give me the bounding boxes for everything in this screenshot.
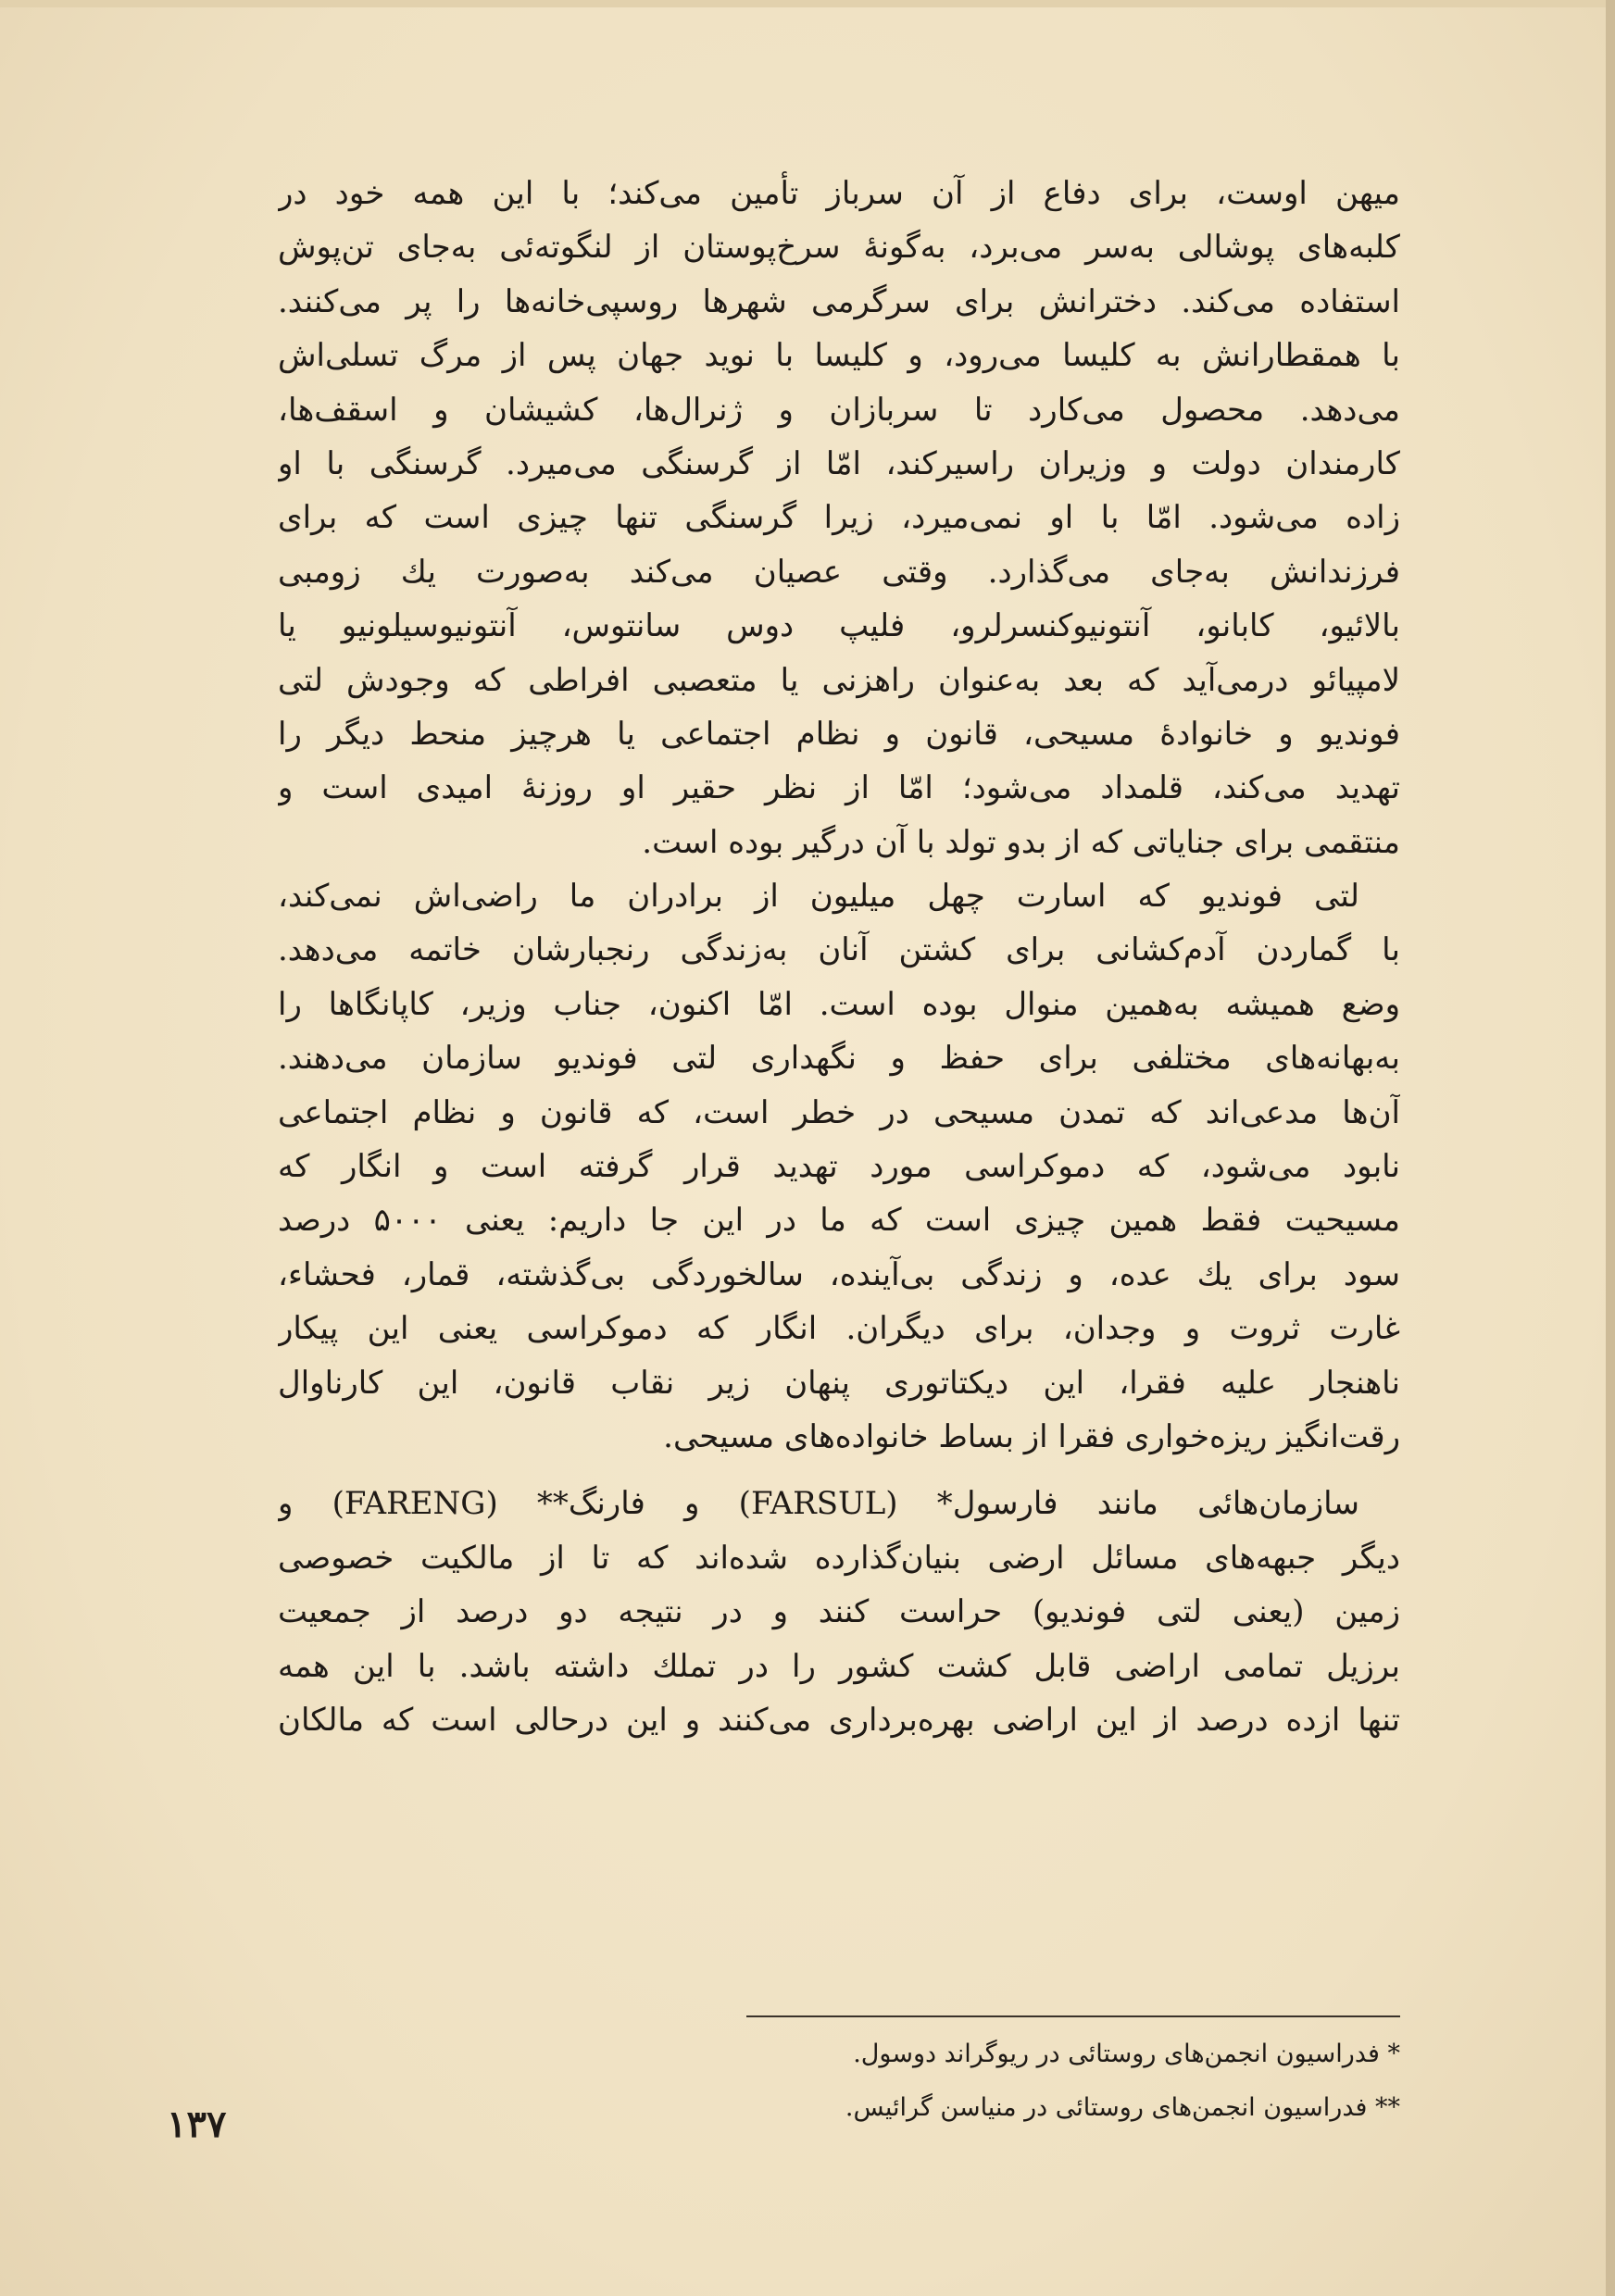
text-line: می‌دهد. محصول می‌کارد تا سربازان و ژنرال‌ها، کشیشان و اسقف‌ها، [278, 391, 1400, 429]
page-right-edge [1606, 0, 1615, 2296]
text-line: زمین (یعنی لتی فوندیو) حراست کنند و در نتیجه دو درصد از جمعیت [278, 1593, 1400, 1631]
text-line: رقت‌انگیز ریزه‌خواری فقرا از بساط خانواده‌های مسیحی. [663, 1417, 1400, 1455]
footnote-rule [746, 2015, 1400, 2017]
text-line: نابود می‌شود، که دموکراسی مورد تهدید قرار گرفته است و انگار که [278, 1148, 1400, 1186]
text-line: غارت ثروت و وجدان، برای دیگران. انگار که دموکراسی یعنی این پیکار [278, 1310, 1400, 1348]
text-line: تنها ازده درصد از این اراضی بهره‌برداری می‌کنند و این درحالی است که مالکان [278, 1701, 1400, 1739]
text-line: کلبه‌های پوشالی به‌سر می‌برد، به‌گونهٔ سرخ‌پوستان از لنگوته‌ئی به‌جای تن‌پوش [278, 229, 1400, 267]
text-line: تهدید می‌کند، قلمداد می‌شود؛ امّا از نظر حقیر او روزنهٔ امیدی است و [278, 769, 1400, 807]
text-line: میهن اوست، برای دفاع از آن سرباز تأمین می‌کند؛ با این همه خود در [278, 175, 1400, 212]
text-line: مسیحیت فقط همین چیزی است که ما در این جا داریم: یعنی ۵۰۰۰ درصد [278, 1202, 1400, 1240]
page-top-edge [0, 0, 1615, 7]
text-line: فوندیو و خانوادهٔ مسیحی، قانون و نظام اجتماعی یا هرچیز منحط دیگر را [278, 715, 1400, 753]
text-line: کارمندان دولت و وزیران راسیرکند، امّا از گرسنگی می‌میرد. گرسنگی با او [278, 444, 1400, 482]
page-number: ۱۳۷ [167, 2103, 227, 2146]
text-line: وضع همیشه به‌همین منوال بوده است. امّا اکنون، جناب وزیر، کاپانگاها را [278, 985, 1400, 1023]
text-line: دیگر جبهه‌های مسائل ارضی بنیان‌گذارده شده‌اند که تا از مالکیت خصوصی [278, 1539, 1400, 1577]
text-line: با گماردن آدم‌کشانی برای کشتن آنان به‌زندگی رنجبارشان خاتمه می‌دهد. [278, 931, 1400, 969]
text-line: زاده می‌شود. امّا با او نمی‌میرد، زیرا گرسنگی تنها چیزی است که برای [278, 499, 1400, 537]
text-line: آن‌ها مدعی‌اند که تمدن مسیحی در خطر است، که قانون و نظام اجتماعی [278, 1093, 1400, 1131]
text-line: ناهنجار علیه فقرا، این دیکتاتوری پنهان زیر نقاب قانون، این کارناوال [278, 1364, 1400, 1402]
text-line: لتی فوندیو که اسارت چهل میلیون از برادران ما راضی‌اش نمی‌کند، [278, 878, 1359, 916]
text-line: استفاده می‌کند. دخترانش برای سرگرمی شهرها روسپی‌خانه‌ها را پر می‌کنند. [278, 282, 1400, 320]
text-line: بالائیو، کابانو، آنتونیوکنسرلرو، فلیپ دوس سانتوس، آنتونیوسیلونیو یا [278, 607, 1400, 645]
text-line: سود برای یك عده، و زندگی بی‌آینده، سالخوردگی بی‌گذشته، قمار، فحشاء، [278, 1255, 1400, 1293]
footnotes [667, 2028, 1400, 2135]
text-line: فرزندانش به‌جای می‌گذارد. وقتی عصیان می‌کند به‌صورت یك زومبی [278, 553, 1400, 591]
text-line: سازمان‌هائی مانند فارسول* (FARSUL) و فارنگ** (FARENG) و [278, 1485, 1360, 1523]
text-line: با همقطارانش به کلیسا می‌رود، و کلیسا با نوید جهان پس از مرگ تسلی‌اش [278, 337, 1400, 375]
text-line: به‌بهانه‌های مختلفی برای حفظ و نگهداری لتی فوندیو سازمان می‌دهند. [278, 1040, 1400, 1078]
paragraph-gap [278, 1464, 1400, 1477]
body-text [278, 167, 1400, 1747]
text-line: لامپیائو درمی‌آید که بعد به‌عنوان راهزنی یا متعصبی افراطی که وجودش لتی [278, 661, 1400, 699]
footnote-2: ** فدراسیون انجمن‌های روستائی در منیاسن گرائیس. [845, 2093, 1400, 2122]
footnote-1: * فدراسیون انجمن‌های روستائی در ریوگراند دوسول. [853, 2040, 1400, 2068]
text-line: برزیل تمامی اراضی قابل کشت کشور را در تملك داشته باشد. با این همه [278, 1647, 1400, 1685]
text-line: منتقمی برای جنایاتی که از بدو تولد با آن درگیر بوده است. [642, 823, 1400, 861]
